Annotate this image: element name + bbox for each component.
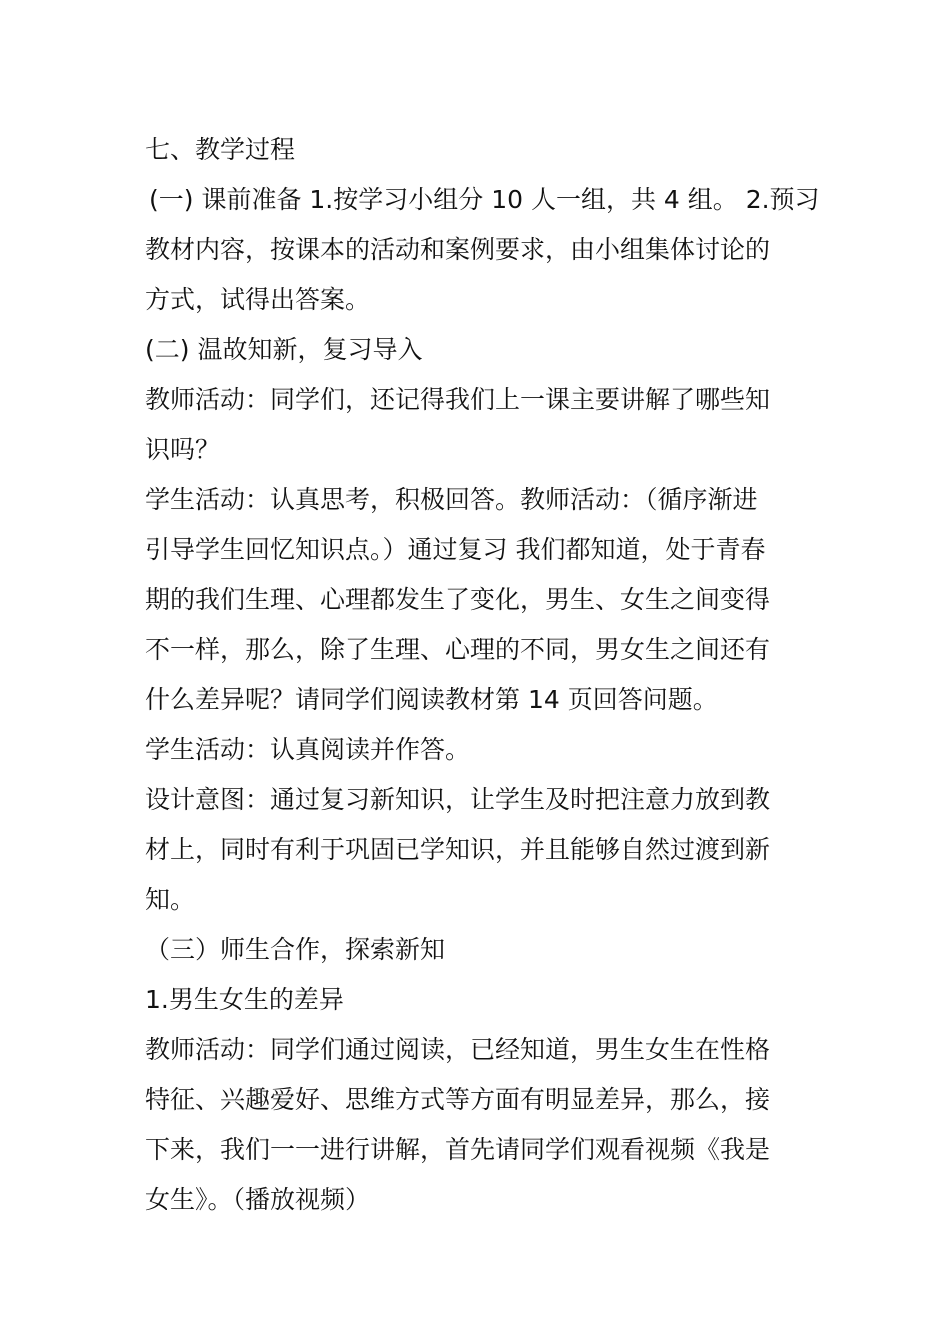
paragraph-line: 材上，同时有利于巩固已学知识，并且能够自然过渡到新 — [145, 835, 771, 864]
paragraph-line: 知。 — [145, 885, 196, 914]
subheading: 1.男生女生的差异 — [145, 985, 344, 1014]
paragraph-line: 教师活动：同学们通过阅读，已经知道，男生女生在性格 — [145, 1035, 771, 1064]
paragraph-line: 学生活动：认真思考，积极回答。教师活动：（循序渐进 — [145, 485, 758, 514]
paragraph-line: 女生》。（播放视频） — [145, 1185, 371, 1214]
document-body — [145, 125, 820, 1225]
subsection-heading: （三）师生合作，探索新知 — [145, 935, 446, 964]
paragraph-line: 不一样，那么，除了生理、心理的不同，男女生之间还有 — [145, 635, 771, 664]
section-heading-teaching-process: 七、教学过程 — [145, 135, 296, 164]
paragraph-line: 什么差异呢？请同学们阅读教材第 14 页回答问题。 — [145, 685, 718, 714]
paragraph-line: 教师活动：同学们，还记得我们上一课主要讲解了哪些知 — [145, 385, 771, 414]
paragraph-line: 识吗？ — [145, 435, 221, 464]
paragraph-line: 教材内容，按课本的活动和案例要求，由小组集体讨论的 — [145, 235, 771, 264]
paragraph-line: 学生活动：认真阅读并作答。 — [145, 735, 471, 764]
subsection-heading: (二) 温故知新，复习导入 — [145, 335, 423, 364]
paragraph-line: 引导学生回忆知识点。）通过复习 我们都知道，处于青春 — [145, 535, 766, 564]
paragraph-line: (一) 课前准备 1.按学习小组分 10 人一组，共 4 组。 2.预习 — [149, 185, 820, 214]
paragraph-line: 方式，试得出答案。 — [145, 285, 371, 314]
paragraph-line: 下来，我们一一进行讲解，首先请同学们观看视频《我是 — [145, 1135, 771, 1164]
paragraph-line: 设计意图：通过复习新知识，让学生及时把注意力放到教 — [145, 785, 771, 814]
paragraph-line: 特征、兴趣爱好、思维方式等方面有明显差异，那么，接 — [145, 1085, 771, 1114]
paragraph-line: 期的我们生理、心理都发生了变化，男生、女生之间变得 — [145, 585, 771, 614]
